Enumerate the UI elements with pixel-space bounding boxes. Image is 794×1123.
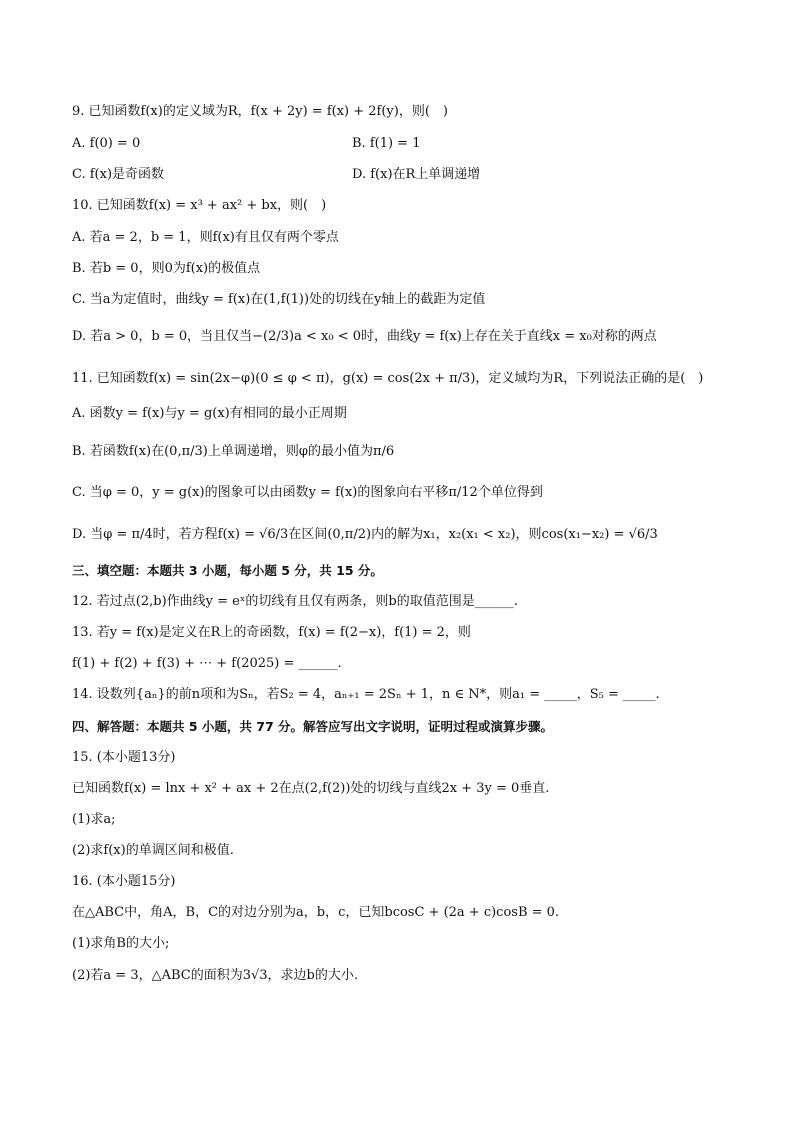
question-16-part-1: (1)求角B的大小; [72,936,170,951]
question-9-option-c: C. f(x)是奇函数 [72,167,165,182]
question-15-part-1: (1)求a; [72,812,116,827]
question-14: 14. 设数列{aₙ}的前n项和为Sₙ，若S₂ = 4，aₙ₊₁ = 2Sₙ + 1，n ∈ N*，则a₁ = _____，S₅ = _____. [72,687,660,702]
question-15-stem: 已知函数f(x) = lnx + x² + ax + 2在点(2,f(2))处的切线与直线2x + 3y = 0垂直. [72,781,550,796]
question-9-option-a: A. f(0) = 0 [72,136,141,151]
question-16-part-2: (2)若a = 3，△ABC的面积为3√3，求边b的大小. [72,968,359,983]
question-13-line-1: 13. 若y = f(x)是定义在R上的奇函数，f(x) = f(2−x)，f(1) = 2，则 [72,625,471,640]
section-3-heading: 三、填空题：本题共 3 小题，每小题 5 分，共 15 分。 [72,563,383,578]
question-16-stem: 在△ABC中，角A，B，C的对边分别为a，b，c，已知bcosC + (2a + c)cosB = 0. [72,905,560,920]
question-10-option-d: D. 若a > 0，b = 0，当且仅当−(2/3)a < x₀ < 0时，曲线y = f(x)上存在关于直线x = x₀对称的两点 [72,329,657,344]
question-10-stem: 10. 已知函数f(x) = x³ + ax² + bx，则( ) [72,198,327,213]
question-10-option-a: A. 若a = 2，b = 1，则f(x)有且仅有两个零点 [72,230,339,245]
question-9-option-d: D. f(x)在R上单调递增 [352,167,481,182]
question-16-title: 16. (本小题15分) [72,874,176,889]
question-10-option-c: C. 当a为定值时，曲线y = f(x)在(1,f(1))处的切线在y轴上的截距为定值 [72,292,486,307]
question-15-part-2: (2)求f(x)的单调区间和极值. [72,843,234,858]
question-12: 12. 若过点(2,b)作曲线y = eˣ的切线有且仅有两条，则b的取值范围是______. [72,594,518,609]
question-11-option-a: A. 函数y = f(x)与y = g(x)有相同的最小正周期 [72,406,347,421]
question-11-option-d: D. 当φ = π/4时，若方程f(x) = √6/3在区间(0,π/2)内的解为x₁，x₂(x₁ < x₂)，则cos(x₁−x₂) = √6/3 [72,527,658,542]
section-4-heading: 四、解答题：本题共 5 小题，共 77 分。解答应写出文字说明，证明过程或演算步骤。 [72,719,554,734]
question-11-stem: 11. 已知函数f(x) = sin(2x−φ)(0 ≤ φ < π)，g(x) = cos(2x + π/3)，定义域均为R，下列说法正确的是( ) [72,371,704,386]
question-13-line-2: f(1) + f(2) + f(3) + ⋯ + f(2025) = ______. [72,656,342,671]
question-9-option-b: B. f(1) = 1 [352,136,421,151]
question-9-stem: 9. 已知函数f(x)的定义域为R，f(x + 2y) = f(x) + 2f(y)，则( ) [72,104,448,119]
question-11-option-b: B. 若函数f(x)在(0,π/3)上单调递增，则φ的最小值为π/6 [72,444,395,459]
question-11-option-c: C. 当φ = 0，y = g(x)的图象可以由函数y = f(x)的图象向右平移π/12个单位得到 [72,485,543,500]
question-10-option-b: B. 若b = 0，则0为f(x)的极值点 [72,261,261,276]
question-15-title: 15. (本小题13分) [72,750,176,765]
